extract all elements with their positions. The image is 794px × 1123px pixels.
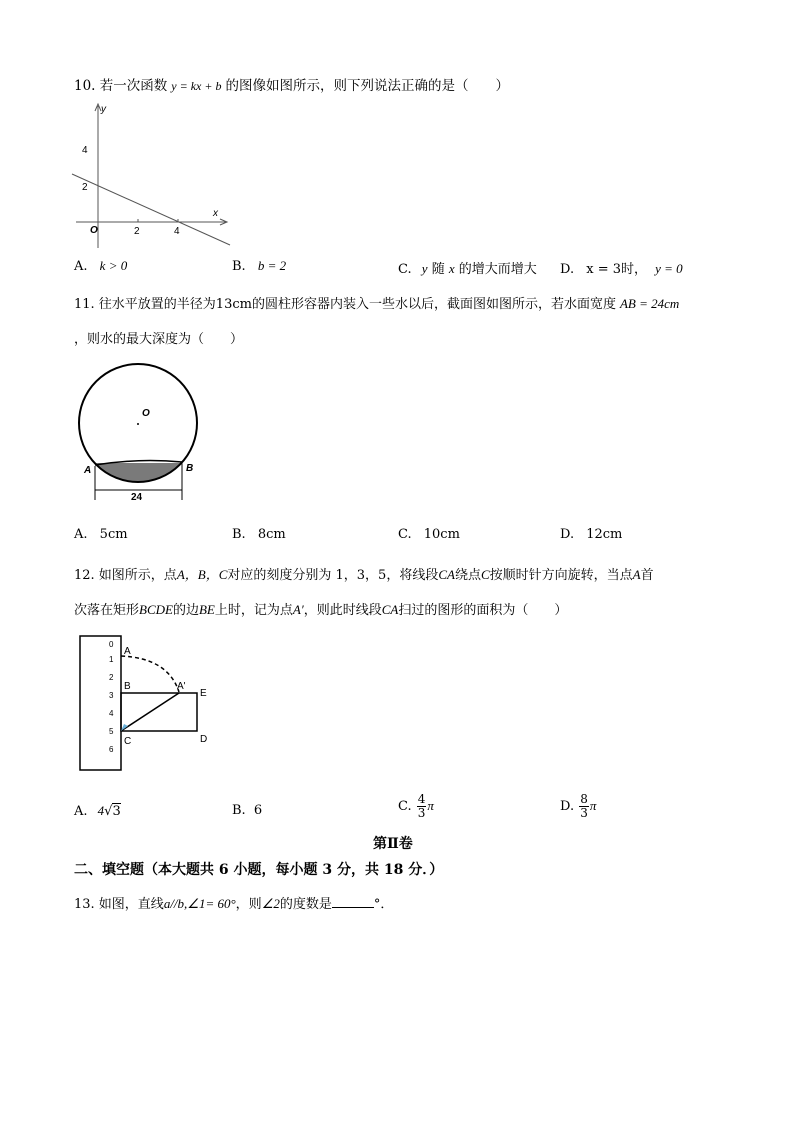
q10-graph [70, 98, 240, 250]
q10-y-tick-2: 2 [82, 182, 88, 193]
q12-option-c [398, 793, 434, 820]
option-letter: B. [232, 527, 246, 542]
option-pi: π [589, 798, 597, 813]
ruler-tick-0: 0 [109, 640, 114, 649]
frac-num: 4 [417, 792, 426, 806]
option-letter: C. [398, 799, 412, 814]
q12-segment-ca-prime [121, 693, 179, 731]
q12-math-c: C [480, 567, 490, 582]
q11-text-2: ，则水的最大深度为（ ） [74, 332, 244, 347]
ruler-tick-6: 6 [109, 745, 114, 754]
q11-label-a: A [84, 465, 92, 476]
option-fraction [579, 793, 589, 820]
q10-option-c [398, 258, 537, 277]
q12-label-a-prime: A' [177, 681, 186, 692]
option-letter: D. [560, 262, 575, 277]
q11-option-d [560, 527, 622, 542]
q12-math-ca: CA [381, 602, 399, 617]
option-coef: 4 [97, 803, 105, 818]
q11-option-a [74, 527, 128, 542]
q12-figure [76, 634, 226, 776]
q12-text: 首 [640, 568, 654, 583]
ruler-tick-1: 1 [109, 655, 114, 664]
q12-math-a: A [632, 567, 641, 582]
q10-y-label: y [101, 104, 106, 115]
option-text: b = 2 [257, 258, 287, 273]
option-letter: A. [74, 804, 88, 819]
option-text-post: 的增大而增大 [458, 262, 537, 277]
option-text-pre: x = 3时， [586, 262, 647, 277]
option-text: 5cm [99, 527, 128, 542]
q12-label-a: A [124, 646, 131, 657]
option-letter: B. [232, 259, 246, 274]
option-text: 12cm [586, 527, 623, 542]
q13-math-1: a//b,∠1= 60° [163, 896, 236, 911]
option-letter: A. [74, 527, 88, 542]
q12-math-be: BE [198, 602, 215, 617]
q10-x-tick-2: 2 [134, 226, 140, 237]
option-text: 8cm [257, 527, 286, 542]
q12-math-bcde: BCDE [139, 602, 173, 617]
q12-text: 对应的刻度分别为 1，3，5，将线段 [227, 568, 439, 583]
q13-text: 13. 如图，直线 [74, 897, 164, 912]
q12-label-b: B [124, 681, 131, 692]
ruler-tick-4: 4 [109, 709, 114, 718]
q13-stem [74, 893, 393, 912]
q10-x-tick-4: 4 [174, 226, 180, 237]
option-text: 6 [253, 803, 263, 818]
option-text-mid: 随 [431, 262, 445, 277]
q11-stem-line2 [74, 328, 243, 347]
frac-den: 3 [417, 806, 426, 820]
q11-option-b [232, 527, 286, 542]
q11-math: AB = 24cm [619, 296, 680, 311]
q12-math-ap: A′ [292, 602, 304, 617]
q10-stem [74, 74, 509, 94]
q10-option-a [74, 258, 127, 274]
option-text: 10cm [423, 527, 460, 542]
q12-text: 上时，记为点 [214, 603, 293, 618]
q12-math-abc: A，B，C [176, 567, 228, 582]
q11-center-label: O [142, 408, 150, 419]
q11-width-label: 24 [131, 492, 143, 503]
section-heading: 二、填空题（本大题共 6 小题，每小题 3 分，共 18 分．） [74, 862, 444, 878]
q10-x-label: x [213, 208, 218, 219]
q12-label-e: E [200, 688, 207, 699]
option-radicand: 3 [112, 804, 121, 819]
q12-text: 的边 [172, 603, 199, 618]
q12-stem-line2 [74, 599, 567, 618]
q13-text: ，则 [235, 897, 262, 912]
q12-ruler [80, 636, 121, 770]
option-text-y: y [421, 261, 428, 276]
option-pi: π [427, 798, 434, 813]
q12-text: 次落在矩形 [74, 603, 140, 618]
option-letter: C. [398, 262, 412, 277]
section-title: 第Ⅱ卷 [373, 836, 413, 852]
q10-option-d [560, 258, 683, 277]
q13-text: 的度数是 [279, 897, 332, 912]
q10-suffix: 的图像如图所示，则下列说法正确的是（ ） [225, 78, 509, 94]
sqrt-icon: √ [104, 804, 113, 819]
q10-option-b [232, 258, 286, 274]
q12-label-c: C [124, 736, 132, 747]
q12-label-d: D [200, 734, 208, 745]
ruler-tick-2: 2 [109, 673, 114, 682]
q12-text: 扫过的图形的面积为（ ） [398, 603, 568, 618]
q11-label-b: B [186, 463, 194, 474]
frac-den: 3 [580, 806, 588, 820]
option-text-post: y = 0 [655, 261, 683, 276]
q10-formula: y = kx + b [171, 79, 222, 93]
q11-text: 11. 往水平放置的半径为13cm的圆柱形容器内装入一些水以后，截面图如图所示，若水面宽度 [74, 297, 616, 312]
q10-y-tick-4: 4 [82, 145, 88, 156]
q13-answer-blank[interactable] [332, 895, 374, 908]
q10-origin-label: O [90, 225, 98, 236]
q11-stem-line1 [74, 293, 679, 312]
q12-option-d [560, 793, 596, 820]
option-letter: D. [560, 527, 575, 542]
q13-math-2: ∠2 [261, 896, 280, 911]
q10-prefix: 10. 若一次函数 [74, 78, 168, 94]
ruler-tick-5: 5 [109, 727, 114, 736]
q12-option-b [232, 803, 262, 818]
q11-option-c [398, 527, 460, 542]
q11-center-dot [137, 423, 139, 425]
frac-num: 8 [580, 792, 588, 806]
q12-stem-line1 [74, 564, 654, 583]
option-text-x: x [448, 261, 455, 276]
option-letter: A. [74, 259, 88, 274]
q12-option-a [74, 803, 121, 819]
option-fraction [417, 793, 427, 820]
q12-text: 按顺时针方向旋转，当点 [489, 568, 633, 583]
option-letter: D. [560, 799, 575, 814]
q12-math-ca: CA [438, 567, 455, 582]
q13-text-end: °． [373, 897, 394, 912]
option-letter: B. [232, 803, 246, 818]
option-letter: C. [398, 527, 412, 542]
q11-figure [72, 358, 212, 508]
ruler-tick-3: 3 [109, 691, 114, 700]
option-text: k > 0 [99, 258, 128, 273]
q12-rectangle-bcde [121, 693, 197, 731]
q12-text: ，则此时线段 [303, 603, 382, 618]
q12-text: 12. 如图所示，点 [74, 568, 177, 583]
q12-text: 绕点 [454, 568, 481, 583]
